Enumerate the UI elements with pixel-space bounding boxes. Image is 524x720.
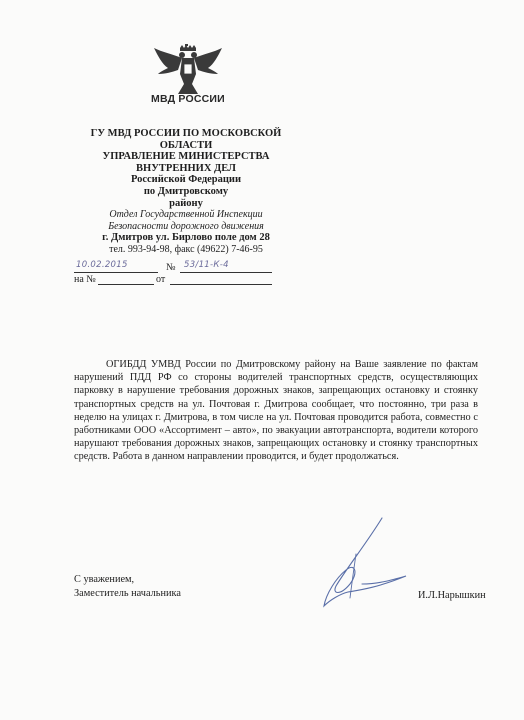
letterhead-line: району [169,197,203,209]
letterhead-line: ВНУТРЕННИХ ДЕЛ [136,162,236,174]
letterhead-line: по Дмитровскому [143,185,229,197]
letterhead-line: ГУ МВД РОССИИ ПО МОСКОВСКОЙ [90,128,282,139]
department-name: Безопасности дорожного движения [108,220,264,232]
double-headed-eagle-icon [152,44,224,98]
registration-date: 10.02.2015 [76,260,128,270]
signer-name: И.Л.Нарышкин [418,590,486,601]
reference-label: на № [74,274,96,285]
letterhead-line: Российской Федерации [130,174,242,186]
number-sign: № [166,262,176,273]
address: г. Дмитров ул. Бирлово поле дом 28 [102,232,270,244]
letter-body [74,358,478,464]
signer-position: Заместитель начальника [74,588,181,599]
body-paragraph: ОГИБДД УМВД России по Дмитровскому району на Ваше заявление по фактам нарушений ПДД РФ со стороны водителей транспортных средств, осуществляющих парковку в нарушение требования дорожных знаков, запрещающих остановку и стоянку транспортных средств на ул. Почтовая г. Дмитрова сообщает, что постоянно, три раза в неделю на улицах г. Дмитрова, в том числе на ул. Почтовая проводится работа, совместно с работниками ООО «Ассортимент – авто», по эвакуации автотранспорта, водители которого нарушают требования дорожных знаков, запрещающих остановку и стоянку транспортных средств. Работа в данном направлении проводится, и будет продолжаться. [74,359,478,463]
letterhead [46,128,326,256]
signature-image [296,514,416,614]
department-name: Отдел Государственной Инспекции [109,209,263,221]
reference-line [74,274,274,286]
letterhead-line: ОБЛАСТИ [159,139,213,151]
closing-regards: С уважением, [74,574,135,585]
registration-number: 53/11-К-4 [184,260,229,270]
reference-from-label: от [156,274,166,285]
agency-name: МВД РОССИИ [151,93,225,105]
phones: тел. 993-94-98, факс (49622) 7-46-95 [109,243,263,255]
registration-line [74,262,274,274]
letterhead-line: УПРАВЛЕНИЕ МИНИСТЕРСТВА [102,151,270,163]
